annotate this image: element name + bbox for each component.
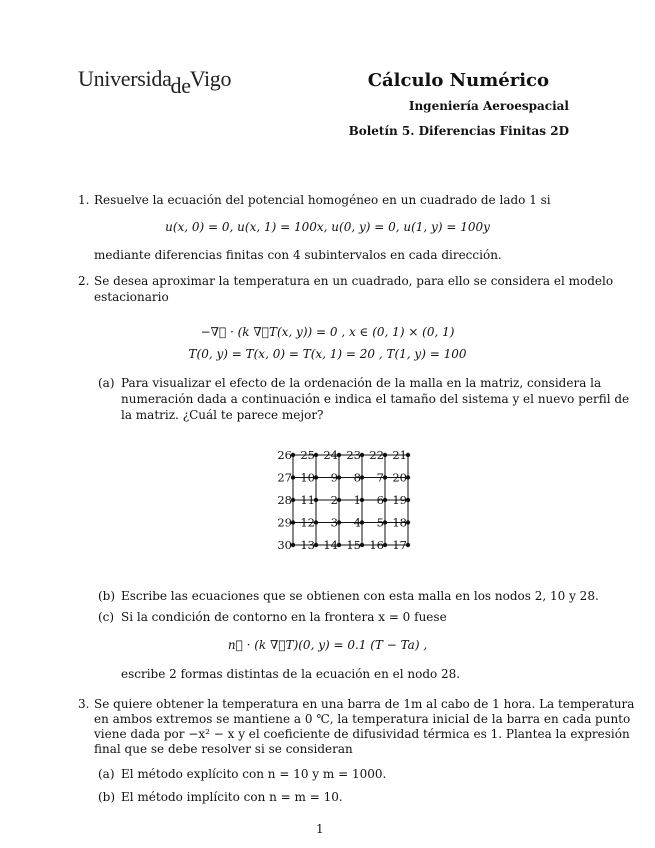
problem-2-line2: estacionario	[94, 290, 169, 304]
problem-2a-line3: la matriz. ¿Cuál te parece mejor?	[121, 408, 324, 422]
grid-node-label: 21	[392, 448, 407, 462]
problem-2-equation-1: −∇⃗ · (k ∇⃗T(x, y)) = 0 , x ∈ (0, 1) × (0, 1)	[200, 325, 455, 339]
problem-1-number: 1.	[78, 193, 90, 207]
grid-node-label: 19	[392, 493, 407, 507]
grid-node-label: 14	[323, 538, 338, 552]
problem-3b-text: El método implícito con n = m = 10.	[121, 790, 343, 804]
problem-2a-line2: numeración dada a continuación e indica el tamaño del sistema y el nuevo perfil de	[121, 392, 630, 406]
grid-node-label: 13	[300, 538, 315, 552]
grid-node-label: 17	[392, 538, 407, 552]
problem-3-line3: viene dada por −x² − x y el coeficiente de difusividad térmica es 1. Plantea la expresión	[94, 727, 630, 741]
problem-1-equation: u(x, 0) = 0, u(x, 1) = 100x, u(0, y) = 0, u(1, y) = 100y	[165, 220, 490, 234]
problem-2c-text2: escribe 2 formas distintas de la ecuación en el nodo 28.	[121, 667, 461, 681]
problem-3-line2: en ambos extremos se mantiene a 0 ℃, la temperatura inicial de la barra en cada punto	[94, 712, 631, 726]
grid-node-label: 29	[277, 515, 292, 530]
course-subtitle: Ingeniería Aeroespacial	[408, 99, 569, 113]
grid-node-label: 6	[376, 493, 384, 507]
logo-text-3: Vigo	[189, 66, 232, 91]
grid-node-label: 3	[330, 515, 338, 530]
grid-node-label: 27	[277, 470, 292, 485]
grid-node-label: 22	[369, 448, 384, 462]
problem-2a-label: (a)	[98, 376, 115, 390]
grid-node-label: 20	[392, 470, 407, 485]
problem-3b-label: (b)	[98, 790, 116, 804]
grid-node-label: 23	[346, 448, 361, 462]
grid-node-label: 8	[353, 470, 361, 485]
bulletin-title: Boletín 5. Diferencias Finitas 2D	[348, 124, 569, 138]
problem-1-text: Resuelve la ecuación del potencial homogéneo en un cuadrado de lado 1 si	[94, 193, 551, 207]
problem-2b-label: (b)	[98, 589, 116, 603]
problem-2-number: 2.	[78, 274, 90, 288]
problem-2c-label: (c)	[98, 610, 115, 624]
problem-2-line1: Se desea aproximar la temperatura en un cuadrado, para ello se considera el modelo	[94, 274, 614, 288]
problem-3a-text: El método explícito con n = 10 y m = 1000.	[121, 767, 387, 781]
grid-node-label: 24	[323, 448, 338, 462]
grid-node-label: 1	[353, 493, 361, 507]
logo-text-2: de	[170, 73, 191, 98]
grid-node-label: 26	[277, 448, 292, 462]
grid-node-label: 5	[376, 515, 384, 530]
page-number: 1	[316, 822, 324, 836]
grid-node-label: 7	[376, 470, 384, 485]
grid-node-label: 4	[353, 515, 361, 530]
grid-node-label: 2	[330, 493, 338, 507]
grid-node-label: 9	[330, 470, 338, 485]
grid-node-label: 30	[277, 538, 292, 552]
course-title: Cálculo Numérico	[367, 70, 549, 91]
problem-2c-text: Si la condición de contorno en la frontera x = 0 fuese	[121, 610, 447, 624]
problem-3-line4: final que se debe resolver si se consideran	[94, 742, 353, 756]
grid-node-label: 18	[392, 515, 407, 530]
grid-node-label: 25	[300, 448, 315, 462]
problem-3a-label: (a)	[98, 767, 115, 781]
grid-node-label: 10	[300, 470, 315, 485]
logo-text-1: Universida	[78, 66, 172, 91]
problem-3-number: 3.	[78, 697, 90, 711]
problem-2c-equation: n⃗ · (k ∇⃗T)(0, y) = 0.1 (T − Ta) ,	[227, 638, 428, 652]
problem-2b-text: Escribe las ecuaciones que se obtienen con esta malla en los nodos 2, 10 y 28.	[121, 589, 599, 603]
problem-3-line1: Se quiere obtener la temperatura en una barra de 1m al cabo de 1 hora. La temperatura	[94, 697, 635, 711]
grid-node-label: 11	[300, 493, 315, 507]
grid-node-label: 16	[369, 538, 384, 552]
problem-1-text2: mediante diferencias finitas con 4 subintervalos en cada dirección.	[94, 248, 502, 262]
grid-node-label: 28	[277, 493, 292, 507]
grid-node-label: 15	[346, 538, 361, 552]
problem-2-equation-2: T(0, y) = T(x, 0) = T(x, 1) = 20 , T(1, y) = 100	[188, 347, 467, 361]
problem-2a-line1: Para visualizar el efecto de la ordenación de la malla en la matriz, considera la	[121, 376, 602, 390]
grid-node-label: 12	[300, 515, 315, 530]
